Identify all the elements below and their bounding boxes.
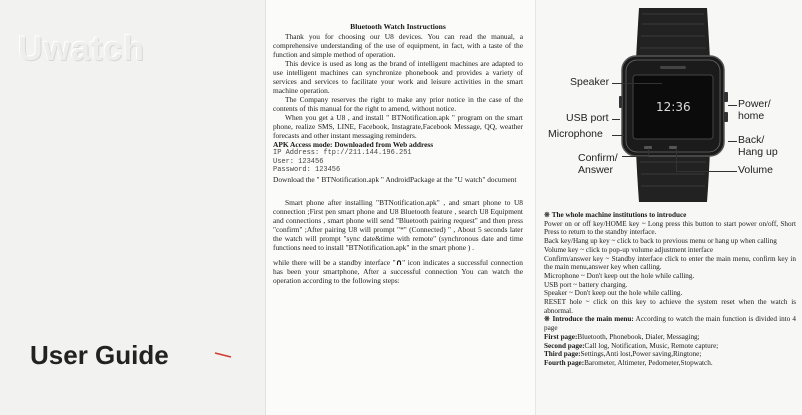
label-confirm-answer: Confirm/ Answer — [578, 152, 618, 176]
function-item: Confirm/answer key ~ Standby interface click to enter the main menu, confirm key in the main menu,answer key when calling. — [544, 254, 796, 272]
apk-heading: APK Access mode: Downloaded from Web address — [273, 140, 434, 149]
diagram-panel — [535, 0, 802, 415]
paragraph: When you get a U8 , and install " BTNotification.apk " program on the smart phone, realize SMS, LINE, Facebook, Instagrate,Facebook Message, QQ, weather forecasts and other instant messaging reminders. — [273, 113, 523, 140]
label-volume: Volume — [738, 164, 774, 176]
label-usb-port: USB port — [566, 112, 609, 124]
user-line: User: 123456 — [273, 157, 324, 166]
instructions-text — [273, 22, 523, 285]
paragraph: This device is used as long as the brand of intelligent machines are adapted to use intelligent machines can synchronize phonebook and provides a variety of services and services to facilitate your work and leisure activities in the smart machine operation. — [273, 59, 523, 95]
functions-text — [544, 211, 796, 368]
label-back-hang-up: Back/ Hang up — [738, 134, 778, 158]
headphone-icon: ∩ — [395, 257, 403, 267]
function-item: Power on or off key/HOME key ~ Long press this button to start power on/off, Short Press to return to the standby interface. — [544, 219, 796, 237]
brand-logo: Uwatch — [18, 30, 145, 68]
label-microphone: Microphone — [548, 128, 603, 140]
menu-page: Second page:Call log, Notification, Music, Remote capture; — [544, 341, 719, 350]
paragraph: The Company reserves the right to make any prior notice in the case of the contents of this manual for the right to amend, without notice. — [273, 95, 523, 113]
functions-heading: ※ The whole machine institutions to introduce — [544, 211, 687, 219]
menu-intro: ※ Introduce the main menu: According to watch the main function is divided into 4 page — [544, 315, 796, 333]
menu-page: First page:Bluetooth, Phonebook, Dialer, Messaging; — [544, 332, 700, 341]
user-guide-title: User Guide — [30, 340, 169, 370]
download-line: Download the " BTNotification.apk " AndroidPackage at the "U watch" document — [273, 174, 517, 184]
paragraph: Smart phone after installing "BTNotification.apk" , and smart phone to U8 connection ;First pen smart phone and U8 Bluetooth feature , search U8 Equipment and connections , smart phone will send "Bluetooth pairing request" and then press "confirm" ;After pairing U8 will prompt "*" (Connected) " , About 5 seconds later the watch will prompt "sync date&time with remote" (synchronous date and time functions need to install "BTNotification.apk" in the smart phone ) . — [273, 197, 523, 252]
function-item: Volume key ~ click to pop-up volume adjustment interface — [544, 245, 714, 254]
function-item: USB port ~ battery charging. — [544, 280, 628, 289]
menu-page: Third page:Settings,Anti lost,Power saving,Ringtone; — [544, 350, 702, 359]
label-speaker: Speaker — [570, 76, 610, 88]
menu-page: Fourth page:Barometer, Altimeter, Pedometer,Stopwatch. — [544, 358, 713, 367]
function-item: Back key/Hang up key ~ click to back to previous menu or hang up when calling — [544, 237, 777, 246]
instructions-title: Bluetooth Watch Instructions — [350, 22, 446, 31]
password-line: Password: 123456 — [273, 166, 341, 174]
label-power-home: Power/ home — [738, 98, 771, 122]
function-item: RESET hole ~ click on this key to achieve the system reset when the watch is abnormal. — [544, 298, 796, 315]
paragraph: while there will be a standby interface "∩" icon indicates a successful connection has been your smartphone, After a successful connection You can watch the operation according to the following steps: — [273, 257, 523, 285]
ip-address: IP Address: ftp://211.144.196.251 — [273, 149, 412, 157]
instructions-panel — [265, 0, 536, 415]
function-item: Speaker ~ Don't keep out the hole while calling. — [544, 289, 683, 298]
red-dash-mark — [214, 352, 232, 358]
watch-diagram — [536, 0, 802, 205]
cover-panel — [0, 0, 265, 415]
watch-time: 12:36 — [656, 100, 691, 114]
function-item: Microphone ~ Don't keep out the hole while calling. — [544, 271, 695, 280]
paragraph: Thank you for choosing our U8 devices. You can read the manual, a comprehensive understanding of the use of equipment, in fact, with a taste of the function and simple method of operation. — [273, 32, 523, 59]
